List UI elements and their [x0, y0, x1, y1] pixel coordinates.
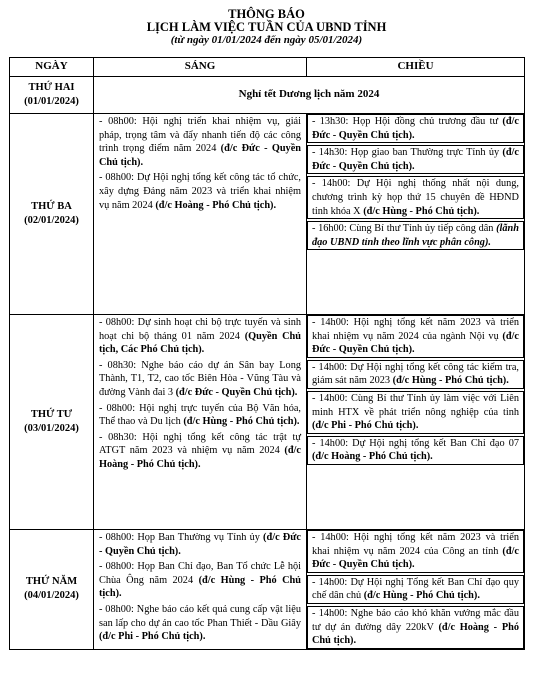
document-header	[0, 0, 533, 47]
event-text: - 14h00: Hội nghị tổng kết năm 2023 và triển khai nhiệm vụ năm 2024 của Công an tỉnh	[312, 532, 519, 557]
afternoon-event	[307, 315, 524, 358]
morning-event	[99, 531, 301, 558]
event-text: - 08h00: Dự Hội nghị tổng kết công tác tổ chức, xây dựng Đảng năm 2023 và triển khai nhiệm vụ năm 2024	[99, 172, 301, 211]
event-person: (đ/c Đức - Quyền Chủ tịch).	[99, 532, 301, 557]
table-row	[10, 530, 525, 650]
event-person: (đ/c Đức - Quyền Chủ tịch).	[312, 330, 519, 356]
morning-list	[94, 315, 306, 475]
column-header-afternoon: CHIỀU	[307, 58, 525, 77]
event-person: (đ/c Hoàng - Phó Chủ tịch).	[155, 199, 277, 211]
afternoon-event	[307, 145, 524, 174]
event-person: (đ/c Phi - Phó Chủ tịch).	[312, 420, 419, 432]
day-name: THỨ NĂM	[25, 576, 78, 588]
event-text: - 08h30: Hội nghị tổng kết công tác trật tự ATGT năm 2023 và nhiệm vụ năm 2024	[99, 431, 301, 457]
event-person: (đ/c Đức - Quyền Chủ tịch).	[99, 143, 301, 168]
morning-list	[94, 530, 306, 647]
afternoon-event	[307, 360, 524, 389]
afternoon-event	[307, 114, 524, 143]
event-text: - 08h00: Hội nghị trực tuyến của Bộ Văn hóa, Thể thao và Du lịch	[99, 402, 301, 428]
event-text: - 14h00: Nghe báo cáo khó khăn vướng mắc đầu tư dự án đường dây 220kV	[312, 607, 519, 633]
morning-cell	[94, 530, 307, 650]
event-person: (đ/c Phi - Phó Chủ tịch).	[99, 631, 206, 643]
date-range: (từ ngày 01/01/2024 đến ngày 05/01/2024)	[170, 34, 363, 46]
morning-event	[99, 171, 301, 212]
afternoon-event	[307, 391, 524, 434]
morning-list	[94, 114, 306, 215]
day-cell	[10, 77, 94, 114]
day-name: THỨ BA	[31, 201, 72, 212]
day-date: (01/01/2024)	[24, 96, 79, 107]
morning-event	[99, 115, 301, 169]
day-name: THỨ TƯ	[30, 409, 73, 420]
morning-cell	[94, 114, 307, 315]
event-person: (đ/c Hùng - Phó Chủ tịch).	[183, 416, 300, 428]
event-person: (Quyền Chủ tịch, Các Phó Chủ tịch).	[99, 330, 302, 356]
event-person: (đ/c Đức - Quyền Chủ tịch).	[312, 545, 519, 571]
event-text: - 14h00: Cùng Bí thư Tỉnh ủy làm việc với Liên minh HTX về phát triển nông nghiệp của tỉnh	[312, 392, 519, 418]
event-text: - 14h00: Dự Hội nghị tổng kết công tác kiểm tra, giám sát năm 2023	[312, 361, 519, 387]
event-person: (lãnh đạo UBND tỉnh theo lĩnh vực phân công).	[312, 223, 519, 248]
morning-event	[99, 359, 301, 400]
event-text: - 14h00: Dự Hội nghị tổng kết Ban Chỉ đạo 07	[312, 437, 519, 449]
afternoon-event	[307, 221, 524, 250]
morning-cell	[94, 315, 307, 530]
day-name: THỨ HAI	[28, 82, 75, 93]
document-subtitle: LỊCH LÀM VIỆC TUẦN CỦA UBND TỈNH	[146, 20, 387, 34]
column-header-morning: SÁNG	[94, 58, 307, 77]
event-text: - 08h00: Nghe báo cáo kết quả cung cấp vật liệu san lấp cho dự án cao tốc Phan Thiết - Dầu Giây	[99, 603, 301, 629]
afternoon-event	[307, 575, 524, 604]
event-text: - 16h00: Cùng Bí thư Tỉnh ủy tiếp công dân	[312, 223, 497, 235]
morning-event	[99, 560, 301, 601]
table-row	[10, 315, 525, 530]
afternoon-event	[307, 606, 524, 649]
day-cell	[10, 315, 94, 530]
event-person: (đ/c Hùng - Phó Chủ tịch).	[392, 375, 509, 387]
event-text: - 14h00: Dự Hội nghị Tổng kết Ban Chỉ đạo quy chế dân chủ	[312, 576, 519, 602]
table-row	[10, 77, 525, 114]
event-text: - 13h30: Họp Hội đồng chủ trương đầu tư	[312, 116, 503, 127]
event-person: (đ/c Hùng - Phó Chủ tịch).	[99, 574, 302, 600]
afternoon-event	[307, 176, 524, 219]
schedule-table	[9, 57, 525, 650]
event-person: (đ/c Đức - Quyền Chủ tịch).	[175, 386, 298, 398]
column-header-day: NGÀY	[10, 58, 94, 77]
document-title: THÔNG BÁO	[228, 7, 305, 21]
afternoon-event	[307, 436, 524, 465]
morning-event	[99, 402, 301, 429]
event-text: - 08h00: Dự sinh hoạt chi bộ trực tuyến và sinh hoạt chi bộ tháng 01 năm 2024	[99, 317, 301, 342]
event-text: - 14h30: Họp giao ban Thường trực Tỉnh ủy	[312, 147, 503, 159]
event-person: (đ/c Hùng - Phó Chủ tịch).	[363, 590, 480, 602]
event-person: (đ/c Hùng - Phó Chủ tịch).	[363, 205, 480, 217]
event-text: - 14h00: Dự Hội nghị thống nhất nội dung, chương trình kỳ họp thứ 15 chuyên đề HĐND tỉnh khóa X	[312, 178, 519, 217]
event-person: (đ/c Hoàng - Phó Chủ tịch).	[312, 451, 433, 463]
day-cell	[10, 530, 94, 650]
event-person: (đ/c Hoàng - Phó Chủ tịch).	[99, 445, 301, 470]
morning-event	[99, 603, 301, 644]
event-text: - 08h00: Hội nghị triển khai nhiệm vụ, giải pháp, trọng tâm và đẩy nhanh tiến độ các công trình trọng điểm năm 2024	[99, 116, 301, 155]
afternoon-cell	[307, 315, 525, 530]
event-person: (đ/c Đức - Quyền Chủ tịch).	[312, 147, 519, 172]
day-date: (03/01/2024)	[24, 423, 79, 434]
day-cell	[10, 114, 94, 315]
table-row	[10, 114, 525, 315]
afternoon-cell	[307, 530, 525, 650]
event-text: - 08h00: Họp Ban Thường vụ Tỉnh ủy	[99, 532, 264, 543]
event-text: - 08h30: Nghe báo cáo dự án Sân bay Long Thành, T1, T2, cao tốc Biên Hòa - Vũng Tàu và đường Vành đai 3	[99, 359, 301, 398]
afternoon-cell	[307, 114, 525, 315]
event-person: (đ/c Đức - Quyền Chủ tịch).	[312, 116, 519, 141]
morning-event	[99, 316, 301, 357]
holiday-cell: Nghỉ tết Dương lịch năm 2024	[94, 77, 525, 114]
event-text: - 14h00: Hội nghị tổng kết năm 2023 và triển khai nhiệm vụ năm 2024 của ngành Nội vụ	[312, 317, 519, 342]
afternoon-event	[307, 530, 524, 573]
table-header-row	[10, 58, 525, 77]
morning-event	[99, 431, 301, 472]
event-person: (đ/c Hoàng - Phó Chủ tịch).	[312, 621, 519, 647]
day-date: (04/01/2024)	[24, 590, 79, 602]
event-text: - 08h00: Họp Ban Chỉ đạo, Ban Tổ chức Lễ hội Chùa Ông năm 2024	[99, 561, 301, 586]
day-date: (02/01/2024)	[24, 215, 79, 226]
